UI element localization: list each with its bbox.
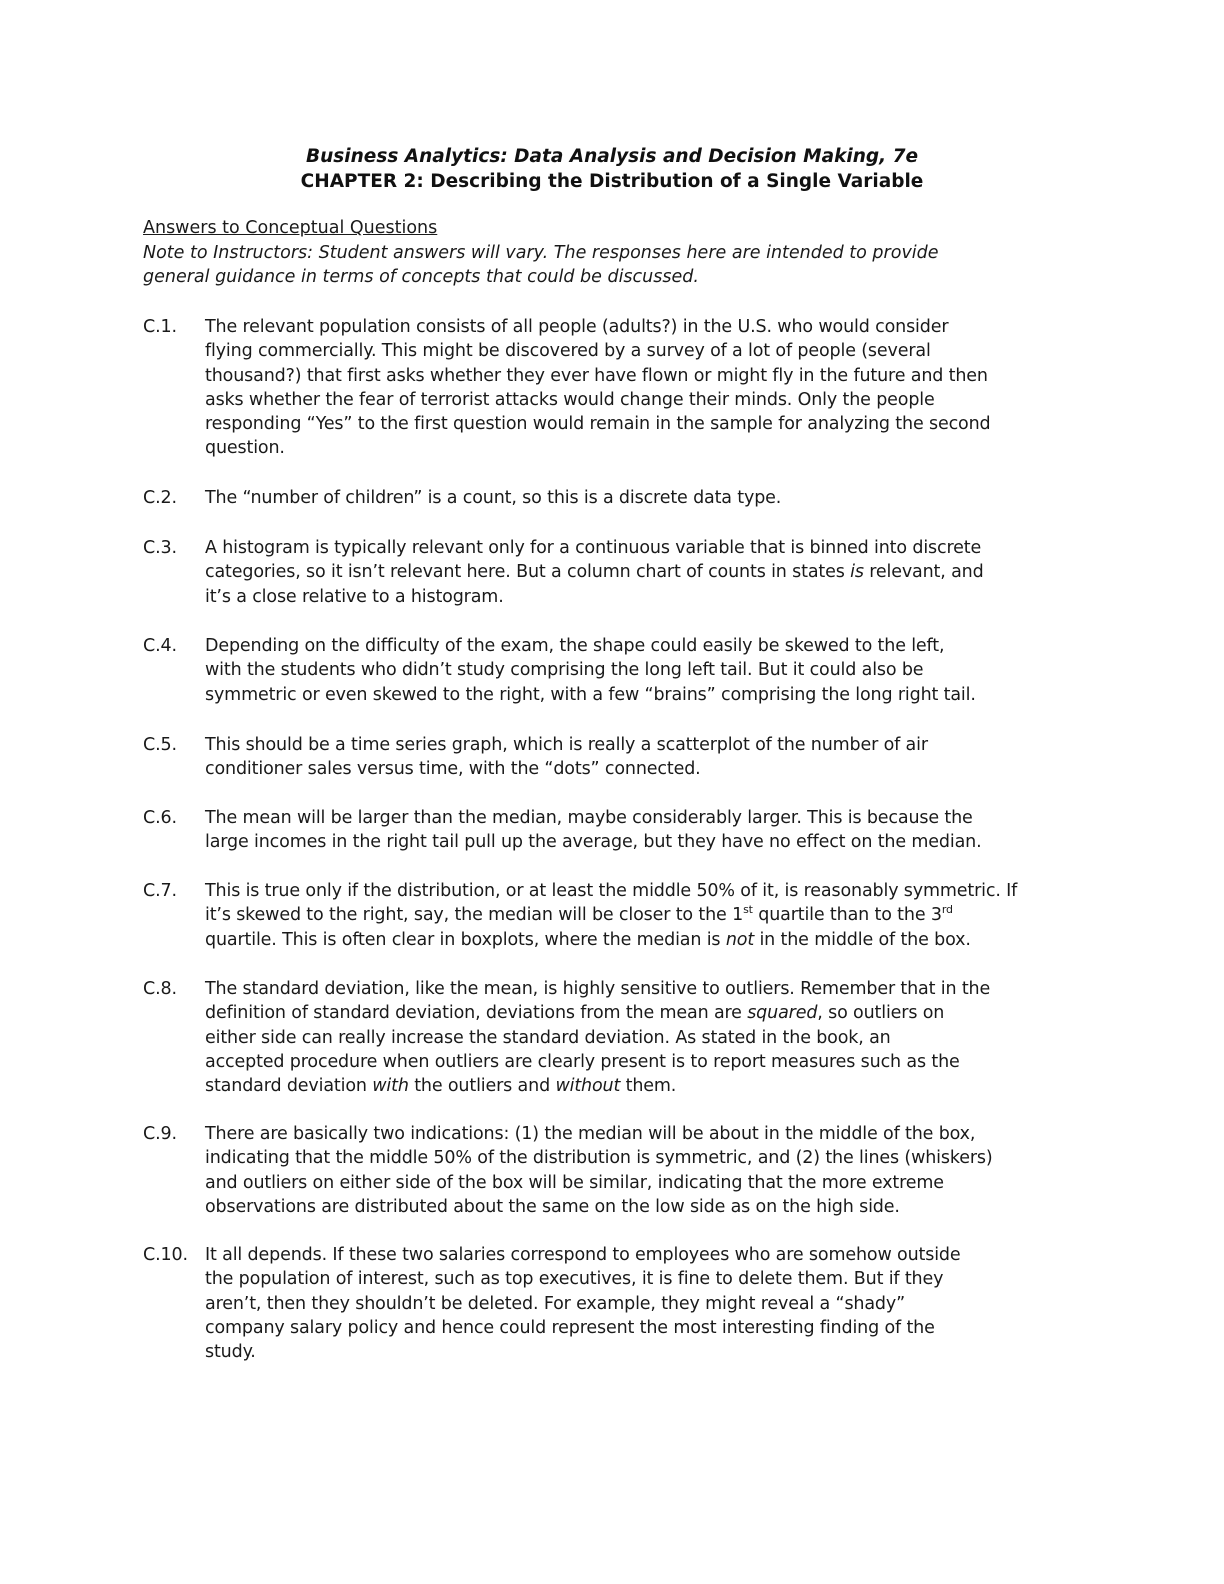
answer-line: aren’t, then they shouldn’t be deleted. For example, they might reveal a “shady”: [205, 1293, 906, 1314]
answer-line: in the middle of the box.: [754, 929, 971, 950]
answer-line: the outliers and: [408, 1076, 556, 1097]
answer-line: observations are distributed about the same on the low side as on the high side.: [205, 1196, 900, 1217]
question-number: C.5.: [143, 735, 177, 755]
answer-line: conditioner sales versus time, with the “dots” connected.: [205, 759, 701, 780]
question-number: C.4.: [143, 636, 177, 656]
emphasis-text: squared: [747, 1003, 818, 1024]
question-c9: [143, 1122, 1083, 1219]
answer-line: responding “Yes” to the first question would remain in the sample for analyzing the second: [205, 414, 991, 435]
answer-line: The standard deviation, like the mean, is highly sensitive to outliers. Remember that in the: [205, 979, 991, 999]
answer-text: [205, 315, 1083, 461]
question-c2: [143, 486, 1083, 510]
answer-line: it’s a close relative to a histogram.: [205, 586, 504, 607]
document-header: [0, 144, 1224, 194]
answer-line: symmetric or even skewed to the right, with a few “brains” comprising the long right tail.: [205, 684, 976, 705]
question-c10: [143, 1243, 1083, 1364]
question-number: C.8.: [143, 979, 177, 999]
section-heading: Answers to Conceptual Questions: [143, 218, 438, 238]
answer-line: thousand?) that first asks whether they ever have flown or might fly in the future and then: [205, 365, 988, 386]
answer-line: question.: [205, 438, 285, 459]
question-c6: [143, 806, 1083, 855]
question-c8: [143, 977, 1083, 1098]
answer-line: study.: [205, 1342, 256, 1363]
answer-line: it’s skewed to the right, say, the median will be closer to the 1: [205, 905, 744, 926]
emphasis-text: is: [850, 562, 864, 583]
answer-text: [205, 977, 1083, 1098]
answer-text: [205, 806, 1083, 855]
question-c1: [143, 315, 1083, 461]
instructor-note: [143, 241, 1083, 290]
answer-line: A histogram is typically relevant only for a continuous variable that is binned into discrete: [205, 538, 982, 558]
answer-line: quartile than to the 3: [752, 905, 942, 926]
instructor-note-line: Note to Instructors: Student answers will vary. The responses here are intended to provide: [143, 242, 939, 263]
question-number: C.6.: [143, 808, 177, 828]
answer-line: There are basically two indications: (1) the median will be about in the middle of the box,: [205, 1124, 976, 1144]
answer-text: [205, 486, 1083, 510]
question-number: C.10.: [143, 1245, 188, 1265]
answer-text: [205, 634, 1083, 707]
emphasis-text: without: [555, 1076, 621, 1097]
question-number: C.9.: [143, 1124, 177, 1144]
answer-line: and outliers on either side of the box will be similar, indicating that the more extreme: [205, 1172, 944, 1193]
question-number: C.7.: [143, 881, 177, 901]
answer-line: categories, so it isn’t relevant here. But a column chart of counts in states: [205, 562, 845, 583]
answer-line: relevant, and: [863, 562, 984, 583]
answer-line: The mean will be larger than the median, maybe considerably larger. This is because the: [205, 808, 973, 828]
emphasis-text: with: [372, 1076, 409, 1097]
answer-line: The “number of children” is a count, so this is a discrete data type.: [205, 488, 782, 508]
book-title: Business Analytics: Data Analysis and Decision Making, 7e: [305, 146, 919, 167]
answer-line: with the students who didn’t study comprising the long left tail. But it could also be: [205, 660, 924, 681]
answer-line: either side can really increase the standard deviation. As stated in the book, an: [205, 1027, 891, 1048]
answer-line: , so outliers on: [817, 1003, 945, 1024]
instructor-note-line: general guidance in terms of concepts that could be discussed.: [143, 267, 699, 287]
ordinal-suffix: st: [743, 903, 753, 917]
answer-line: accepted procedure when outliers are clearly present is to report measures such as the: [205, 1051, 960, 1072]
emphasis-text: not: [725, 929, 755, 950]
answer-line: large incomes in the right tail pull up the average, but they have no effect on the median.: [205, 832, 982, 853]
answer-text: [205, 536, 1083, 609]
answer-line: standard deviation: [205, 1076, 373, 1097]
question-c4: [143, 634, 1083, 707]
answer-line: indicating that the middle 50% of the distribution is symmetric, and (2) the lines (whiskers): [205, 1148, 993, 1169]
answer-text: [205, 733, 1083, 782]
answer-line: Depending on the difficulty of the exam, the shape could easily be skewed to the left,: [205, 636, 945, 656]
answer-line: definition of standard deviation, deviations from the mean are: [205, 1003, 748, 1024]
answer-text: [205, 1243, 1083, 1364]
question-c3: [143, 536, 1083, 609]
answer-line: This is true only if the distribution, or at least the middle 50% of it, is reasonably symmetric. If: [205, 881, 1018, 901]
answer-line: them.: [620, 1076, 677, 1097]
answer-line: flying commercially. This might be discovered by a survey of a lot of people (several: [205, 341, 931, 362]
answer-line: quartile. This is often clear in boxplots, where the median is: [205, 929, 726, 950]
answer-line: asks whether the fear of terrorist attacks would change their minds. Only the people: [205, 389, 935, 410]
answer-line: It all depends. If these two salaries correspond to employees who are somehow outside: [205, 1245, 961, 1265]
answer-line: the population of interest, such as top executives, it is fine to delete them. But if they: [205, 1269, 944, 1290]
ordinal-suffix: rd: [941, 903, 953, 917]
answer-line: The relevant population consists of all people (adults?) in the U.S. who would consider: [205, 317, 949, 337]
answer-line: This should be a time series graph, which is really a scatterplot of the number of air: [205, 735, 928, 755]
answer-text: [205, 1122, 1083, 1219]
question-c5: [143, 733, 1083, 782]
question-number: C.2.: [143, 488, 177, 508]
answer-line: company salary policy and hence could represent the most interesting finding of the: [205, 1317, 935, 1338]
question-number: C.3.: [143, 538, 177, 558]
question-c7: [143, 879, 1083, 952]
question-number: C.1.: [143, 317, 177, 337]
answer-text: [205, 879, 1083, 952]
intro-section: [143, 216, 1083, 290]
chapter-title: CHAPTER 2: Describing the Distribution of a Single Variable: [300, 171, 924, 192]
